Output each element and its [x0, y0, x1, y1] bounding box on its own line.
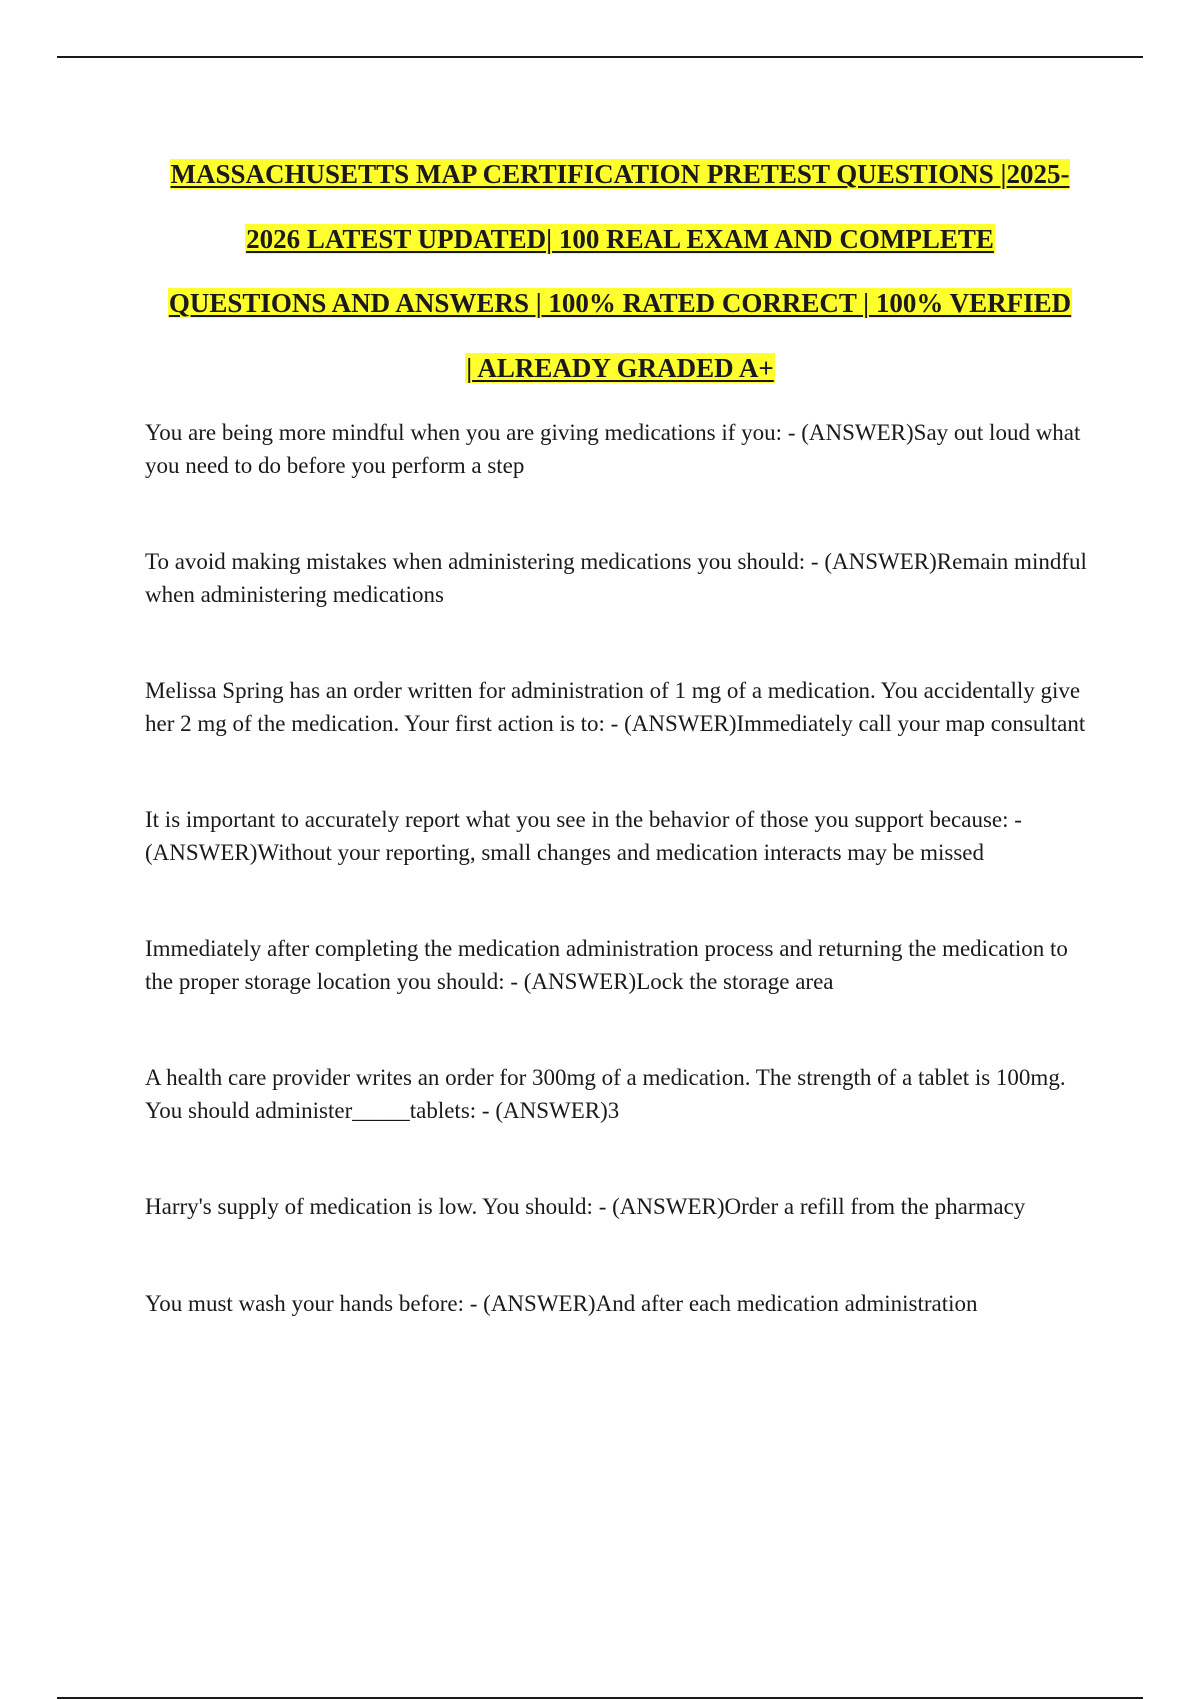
title-line	[140, 142, 1100, 207]
top-rule	[57, 56, 1143, 58]
title-line-text: | ALREADY GRADED A+	[466, 352, 774, 383]
qa-item: It is important to accurately report what you see in the behavior of those you support because: - (ANSWER)Without your reporting, small changes and medication interacts may be missed	[145, 807, 1022, 865]
document-title	[140, 142, 1100, 400]
title-line-text: 2026 LATEST UPDATED| 100 REAL EXAM AND COMPLETE	[246, 223, 994, 254]
title-line-text: QUESTIONS AND ANSWERS | 100% RATED CORRECT | 100% VERFIED	[168, 288, 1072, 318]
qa-item: A health care provider writes an order for 300mg of a medication. The strength of a tablet is 100mg. You should administer_____tablets: - (ANSWER)3	[145, 1065, 1066, 1123]
bottom-rule	[57, 1697, 1143, 1699]
qa-item: To avoid making mistakes when administering medications you should: - (ANSWER)Remain mindful when administering medications	[145, 549, 1087, 607]
qa-item: You must wash your hands before: - (ANSWER)And after each medication administration	[145, 1290, 978, 1316]
title-line-text: MASSACHUSETTS MAP CERTIFICATION PRETEST QUESTIONS |2025-	[170, 159, 1070, 189]
qa-item: Immediately after completing the medication administration process and returning the medication to the proper storage location you should: - (ANSWER)Lock the storage area	[145, 936, 1068, 994]
qa-item: You are being more mindful when you are giving medications if you: - (ANSWER)Say out loud what you need to do before you perform a step	[145, 420, 1081, 478]
title-line	[140, 336, 1100, 401]
qa-item: Melissa Spring has an order written for administration of 1 mg of a medication. You accidentally give her 2 mg of the medication. Your first action is to: - (ANSWER)Immediately call your map consultant	[145, 678, 1086, 736]
qa-item: Harry's supply of medication is low. You should: - (ANSWER)Order a refill from the pharmacy	[145, 1194, 1026, 1219]
title-line	[140, 207, 1100, 272]
question-answer-list	[145, 417, 1090, 1384]
title-line	[140, 271, 1100, 336]
